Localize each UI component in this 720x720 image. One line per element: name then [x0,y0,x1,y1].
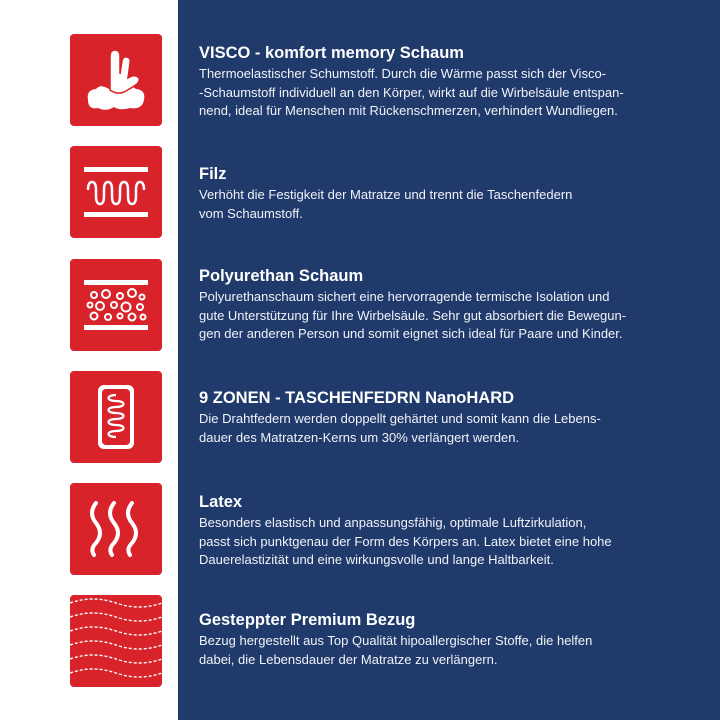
hand-pressing-foam-icon [70,34,162,126]
feature-bezug [199,610,669,669]
feature-title: Polyurethan Schaum [199,267,364,285]
feature-title: 9 ZONEN - TASCHENFEDRN NanoHARD [199,389,515,407]
feature-taschenfedern [199,388,669,447]
feature-filz [199,164,669,223]
feature-title: Latex [199,493,243,511]
foam-bubbles-icon [70,259,162,351]
feature-visco [199,43,669,121]
feature-description: Thermoelastischer Schumstoff. Durch die Wärme passt sich der Visco- -Schaumstoff individuell an den Körper, wirkt auf die Wirbelsäule entspan- nend, ideal für Menschen mit Rückenschmerzen, verhindert Wundliegen. [199,66,624,118]
feature-description: Polyurethanschaum sichert eine hervorragende termische Isolation und gute Unterstützung für Ihre Wirbelsäule. Sehr gut absorbiert die Bewegun- gen der anderen Person und somit eignet sich ideal für Paare und Kinder. [199,289,627,341]
feature-title: Filz [199,165,227,183]
feature-description: Die Drahtfedern werden doppellt gehärtet und somit kann die Lebens- dauer des Matratzen-Kerns um 30% verlängert werden. [199,411,601,445]
feature-title: VISCO - komfort memory Schaum [199,44,464,62]
quilted-cover-icon [70,595,162,687]
feature-description: Verhöht die Festigkeit der Matratze und trennt die Taschenfedern vom Schaumstoff. [199,187,573,221]
feature-polyurethan [199,266,669,344]
felt-layer-icon [70,146,162,238]
pocket-spring-icon [70,371,162,463]
latex-waves-icon [70,483,162,575]
feature-latex [199,492,669,570]
feature-description: Besonders elastisch und anpassungsfähig, optimale Luftzirkulation, passt sich punktgenau der Form des Körpers an. Latex bietet eine hohe Dauerelastizität und eine wirkungsvolle und lange Haltbarkeit. [199,515,612,567]
feature-description: Bezug hergestellt aus Top Qualität hipoallergischer Stoffe, die helfen dabei, die Lebensdauer der Matratze zu verlängern. [199,633,593,667]
feature-title: Gesteppter Premium Bezug [199,611,416,629]
